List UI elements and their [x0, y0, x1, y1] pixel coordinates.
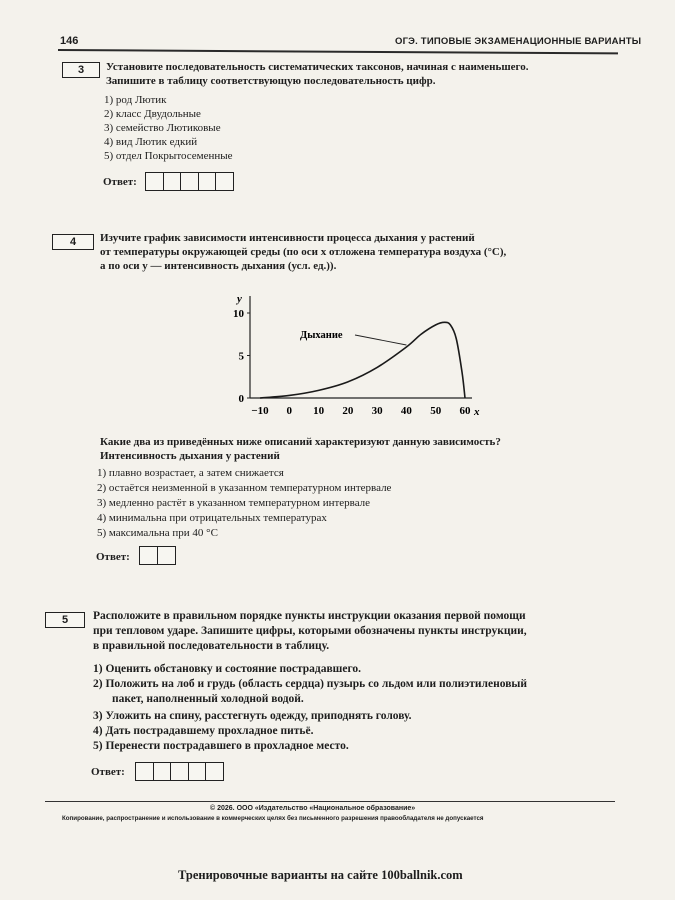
x-tick-label: 0	[286, 405, 293, 417]
task3-option-3: 3) семейство Лютиковые	[104, 122, 221, 134]
task3-question	[106, 60, 528, 88]
answer-cell[interactable]	[205, 762, 224, 781]
curve-annotation-label: Дыхание	[300, 330, 343, 341]
task4-question-line: а по оси y — интенсивность дыхания (усл. ед.)).	[100, 260, 337, 272]
x-tick-label: 10	[313, 405, 325, 417]
task5-answer-label: Ответ:	[91, 766, 125, 778]
answer-cell[interactable]	[180, 172, 199, 191]
task-number-3: 3	[62, 62, 100, 78]
task3-question-line: Запишите в таблицу соответствующую последовательность цифр.	[106, 75, 436, 87]
task5-question-line: в правильной последовательности в таблицу.	[93, 640, 330, 652]
x-axis-label: x	[474, 406, 480, 418]
task5-question	[93, 609, 527, 654]
task4-question	[100, 231, 506, 273]
task5-option-2-cont: пакет, наполненный холодной водой.	[112, 693, 304, 705]
answer-cell[interactable]	[188, 762, 207, 781]
task5-option-2: 2) Положить на лоб и грудь (область сердца) пузырь со льдом или полиэтиленовый	[93, 678, 528, 690]
task4-subtitle: Интенсивность дыхания у растений	[100, 450, 280, 462]
x-tick-label: 30	[371, 405, 383, 417]
chart-series	[260, 322, 465, 398]
task5-question-line: при тепловом ударе. Запишите цифры, которыми обозначены пункты инструкции,	[93, 625, 527, 637]
chart-annotation-group	[300, 330, 406, 345]
task3-question-line: Установите последовательность систематических таксонов, начиная с наименьшего.	[106, 61, 529, 73]
x-tick-label: −10	[251, 405, 269, 417]
watermark-site: Тренировочные варианты на сайте 100ballnik.com	[178, 868, 463, 882]
answer-cell[interactable]	[163, 172, 182, 191]
task4-option-4: 4) минимальна при отрицательных температурах	[97, 512, 327, 524]
task5-option-1: 1) Оценить обстановку и состояние пострадавшего.	[93, 663, 362, 675]
task4-option-5: 5) максимальна при 40 °С	[97, 527, 218, 539]
answer-cell[interactable]	[170, 762, 189, 781]
task4-question-line: от температуры окружающей среды (по оси x отложена температура воздуха (°С),	[100, 246, 507, 258]
task4-option-2: 2) остаётся неизменной в указанном температурном интервале	[97, 482, 392, 494]
task-number-5: 5	[45, 612, 85, 628]
task3-answer-grid	[145, 172, 233, 191]
y-tick-label: 0	[238, 393, 244, 405]
task5-option-3: 3) Уложить на спину, расстегнуть одежду, приподнять голову.	[93, 710, 412, 722]
x-tick-label: 40	[400, 405, 412, 417]
answer-cell[interactable]	[139, 546, 158, 565]
page-number: 146	[60, 35, 79, 47]
respiration-chart	[220, 288, 490, 418]
answer-cell[interactable]	[198, 172, 217, 191]
task4-option-1: 1) плавно возрастает, а затем снижается	[97, 467, 284, 479]
header-rule	[58, 49, 618, 54]
answer-cell[interactable]	[153, 762, 172, 781]
answer-cell[interactable]	[145, 172, 164, 191]
task4-prompt: Какие два из приведённых ниже описаний характеризуют данную зависимость?	[100, 436, 501, 448]
footer-copyright: © 2026. ООО «Издательство «Национальное образование»	[210, 805, 416, 812]
answer-cell[interactable]	[135, 762, 154, 781]
task4-option-3: 3) медленно растёт в указанном температурном интервале	[97, 497, 371, 509]
task5-option-5: 5) Перенести пострадавшего в прохладное место.	[93, 740, 349, 752]
running-title: ОГЭ. ТИПОВЫЕ ЭКЗАМЕНАЦИОННЫЕ ВАРИАНТЫ	[395, 36, 642, 47]
y-tick-label: 5	[238, 350, 244, 363]
task5-answer-grid	[135, 762, 223, 781]
task4-answer-grid	[139, 546, 174, 565]
task4-question-line: Изучите график зависимости интенсивности процесса дыхания у растений	[100, 232, 475, 244]
x-tick-label: 20	[342, 405, 354, 417]
x-tick-label: 60	[459, 405, 471, 417]
task3-option-4: 4) вид Лютик едкий	[104, 136, 198, 148]
respiration-curve	[260, 322, 465, 398]
task3-answer-label: Ответ:	[103, 176, 137, 188]
task4-answer-label: Ответ:	[96, 551, 130, 563]
task3-option-2: 2) класс Двудольные	[104, 108, 201, 120]
x-tick-label: 50	[430, 405, 442, 417]
annotation-leader-line	[355, 335, 406, 345]
chart-axes	[235, 293, 480, 418]
task-number-4: 4	[52, 234, 94, 250]
y-tick-label: 10	[233, 308, 244, 320]
y-axis-label: y	[237, 293, 242, 305]
task5-option-4: 4) Дать пострадавшему прохладное питьё.	[93, 725, 314, 737]
answer-cell[interactable]	[215, 172, 234, 191]
answer-cell[interactable]	[157, 546, 176, 565]
footer-rule	[45, 801, 615, 802]
footer-notice: Копирование, распространение и использование в коммерческих целях без письменного разрешения правообладателя не допускается	[62, 815, 484, 822]
task5-question-line: Расположите в правильном порядке пункты инструкции оказания первой помощи	[93, 610, 526, 622]
task3-option-5: 5) отдел Покрытосеменные	[104, 150, 233, 162]
task3-option-1: 1) род Лютик	[104, 94, 167, 106]
